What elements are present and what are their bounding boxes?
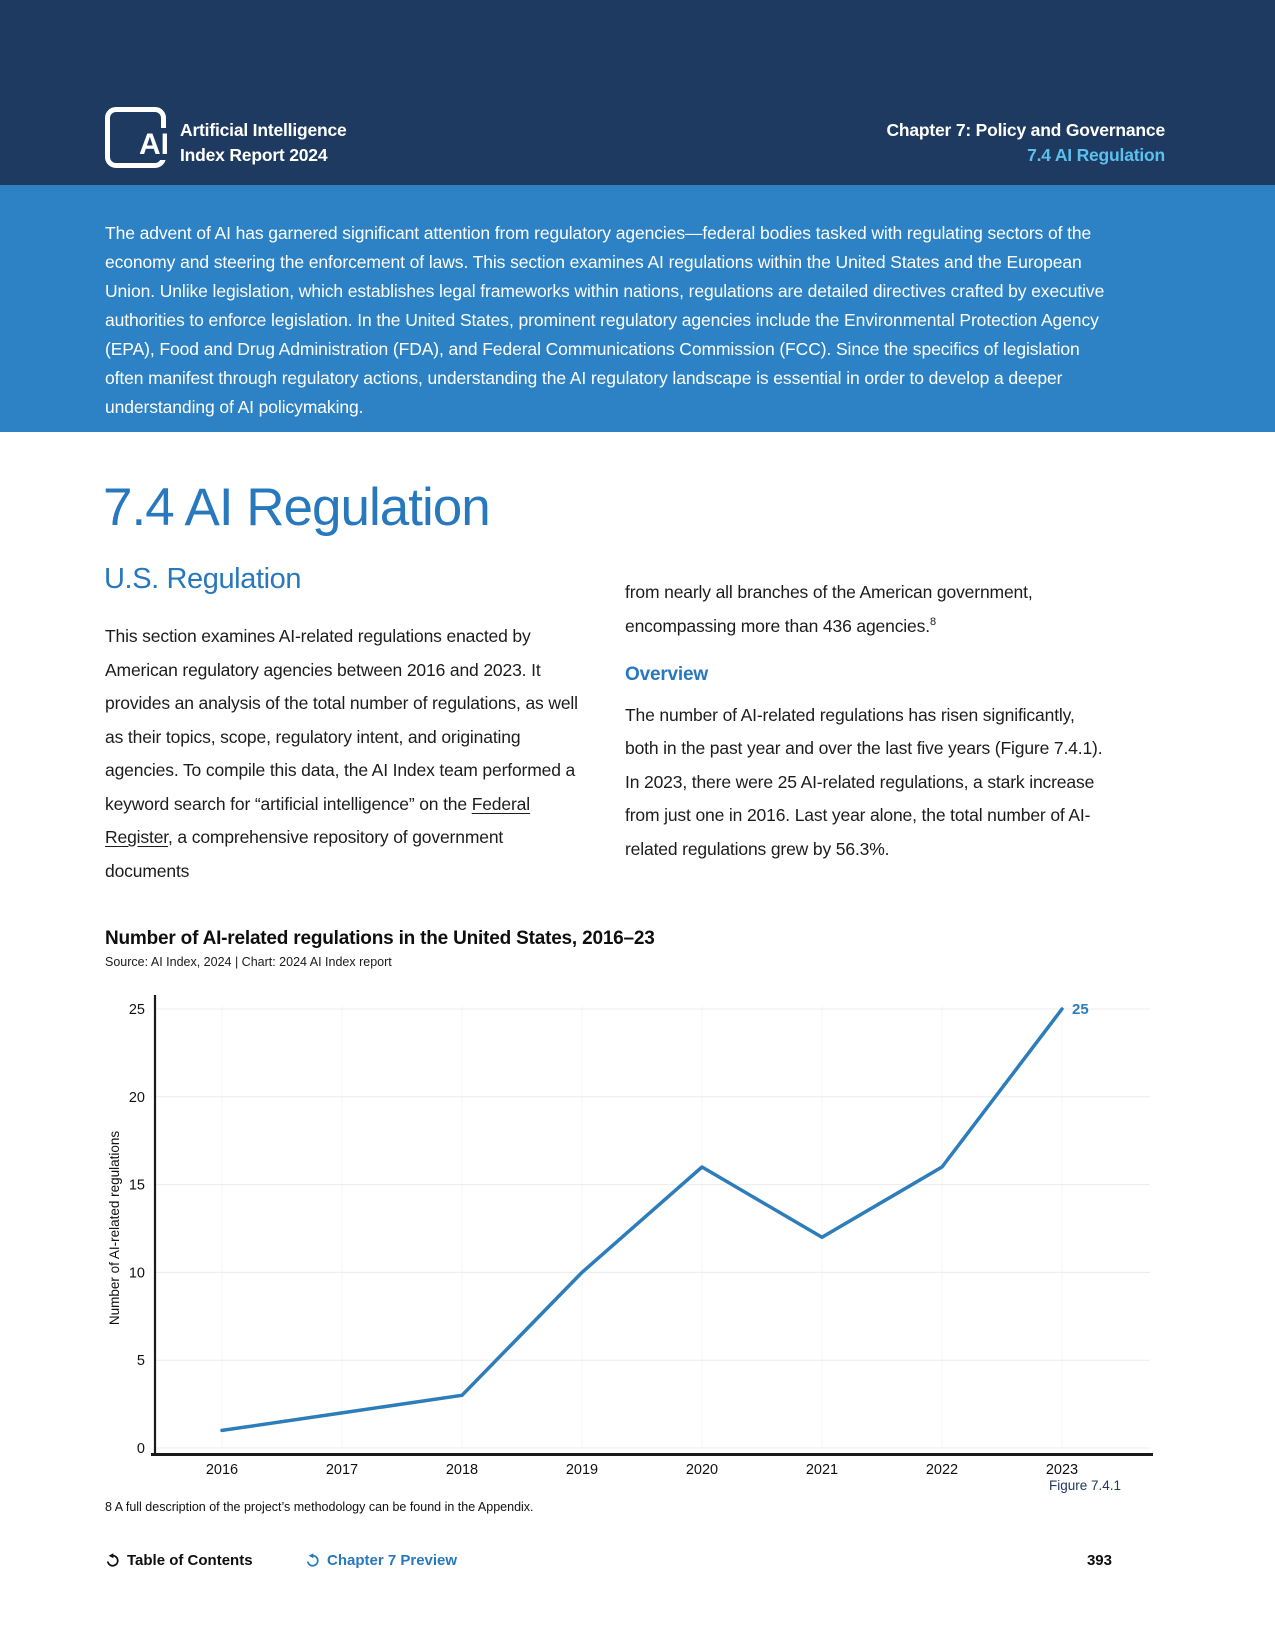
left-column (105, 620, 583, 888)
svg-text:2022: 2022 (925, 1462, 959, 1478)
chart-header (105, 928, 655, 969)
svg-text:15: 15 (128, 1177, 145, 1194)
y-axis-tick-labels (129, 1002, 145, 1457)
table-of-contents-label: Table of Contents (127, 1552, 253, 1569)
ai-index-logo-icon (105, 107, 169, 168)
svg-text:2017: 2017 (325, 1462, 359, 1478)
x-axis-tick-labels (206, 1462, 1078, 1478)
svg-text:2018: 2018 (445, 1462, 479, 1478)
page-header (0, 0, 1275, 185)
ai-logo-text: AI (134, 128, 169, 160)
svg-text:2019: 2019 (565, 1462, 599, 1478)
svg-text:5: 5 (136, 1353, 145, 1370)
chapter-preview-label: Chapter 7 Preview (327, 1552, 458, 1569)
svg-text:2016: 2016 (205, 1462, 239, 1478)
chart-area (105, 965, 1160, 1480)
right-paragraph-1-text: from nearly all branches of the American government, encompassing more than 436 agencies. (625, 582, 1033, 636)
footnote-text: 8 A full description of the project’s methodology can be found in the Appendix. (105, 1500, 534, 1514)
end-point-value-label: 25 (1072, 1001, 1089, 1018)
left-paragraph-text-after: , a comprehensive repository of government documents (105, 827, 504, 881)
header-breadcrumb (886, 118, 1165, 168)
brand-line-1: Artificial Intelligence (180, 120, 347, 140)
undo-arrow-icon (105, 1553, 120, 1568)
section-title: 7.4 AI Regulation (103, 478, 490, 537)
undo-arrow-icon (305, 1553, 320, 1568)
chart-axes (151, 995, 1153, 1455)
figure-caption: Figure 7.4.1 (1048, 1478, 1121, 1493)
svg-text:2023: 2023 (1045, 1462, 1079, 1478)
svg-text:2020: 2020 (685, 1462, 719, 1478)
header-chapter-label: Chapter 7: Policy and Governance (886, 120, 1165, 140)
table-of-contents-link[interactable] (105, 1552, 253, 1569)
page-footer (0, 1552, 1275, 1582)
chart-title: Number of AI-related regulations in the United States, 2016–23 (105, 928, 655, 949)
right-paragraph-1 (625, 576, 1103, 643)
brand-line-2: Index Report 2024 (180, 145, 328, 165)
report-brand (180, 118, 347, 168)
federal-register-link[interactable]: Federal Register (105, 793, 530, 847)
subsection-title: U.S. Regulation (104, 563, 302, 595)
regulations-series-line (222, 1009, 1062, 1430)
footnote-reference: 8 (929, 615, 936, 628)
overview-heading: Overview (625, 664, 708, 685)
svg-text:10: 10 (128, 1265, 145, 1282)
intro-paragraph: The advent of AI has garnered significant attention from regulatory agencies—federal bodies tasked with regulating sectors of the economy and steering the enforcement of laws. This section examines AI regulations within the United States and the European Union. Unlike legislation, which establishes legal frameworks within nations, regulations are detailed directives crafted by executive authorities to enforce legislation. In the United States, prominent regulatory agencies include the Environmental Protection Agency (EPA), Food and Drug Administration (FDA), and Federal Communications Commission (FCC). Since the specifics of legislation often manifest through regulatory actions, understanding the AI regulatory landscape is essential in order to develop a deeper understanding of AI policymaking. (105, 223, 1105, 417)
left-paragraph-text: This section examines AI-related regulations enacted by American regulatory agencies between 2016 and 2023. It provides an analysis of the total number of regulations, as well as their topics, scope, regulatory intent, and originating agencies. To compile this data, the AI Index team performed a keyword search for “artificial intelligence” on the (105, 626, 578, 814)
page-number: 393 (1086, 1552, 1112, 1569)
svg-text:25: 25 (128, 1002, 145, 1018)
header-section-label: 7.4 AI Regulation (1027, 145, 1165, 165)
intro-banner (0, 185, 1275, 432)
svg-text:0: 0 (136, 1441, 145, 1457)
left-paragraph (105, 620, 583, 888)
y-axis-title: Number of AI-related regulations (107, 1130, 122, 1326)
chapter-preview-link[interactable] (305, 1552, 457, 1569)
chart-gridlines (155, 1005, 1150, 1448)
svg-text:20: 20 (128, 1089, 145, 1106)
right-column (625, 576, 1103, 866)
chart-source: Source: AI Index, 2024 | Chart: 2024 AI Index report (105, 955, 392, 969)
regulations-line-chart (105, 965, 1160, 1480)
svg-text:2021: 2021 (805, 1462, 839, 1478)
right-paragraph-2: The number of AI-related regulations has risen significantly, both in the past year and over the last five years (Figure 7.4.1). In 2023, there were 25 AI-related regulations, a stark increase from just one in 2016. Last year alone, the total number of AI-related regulations grew by 56.3%. (625, 704, 1103, 859)
